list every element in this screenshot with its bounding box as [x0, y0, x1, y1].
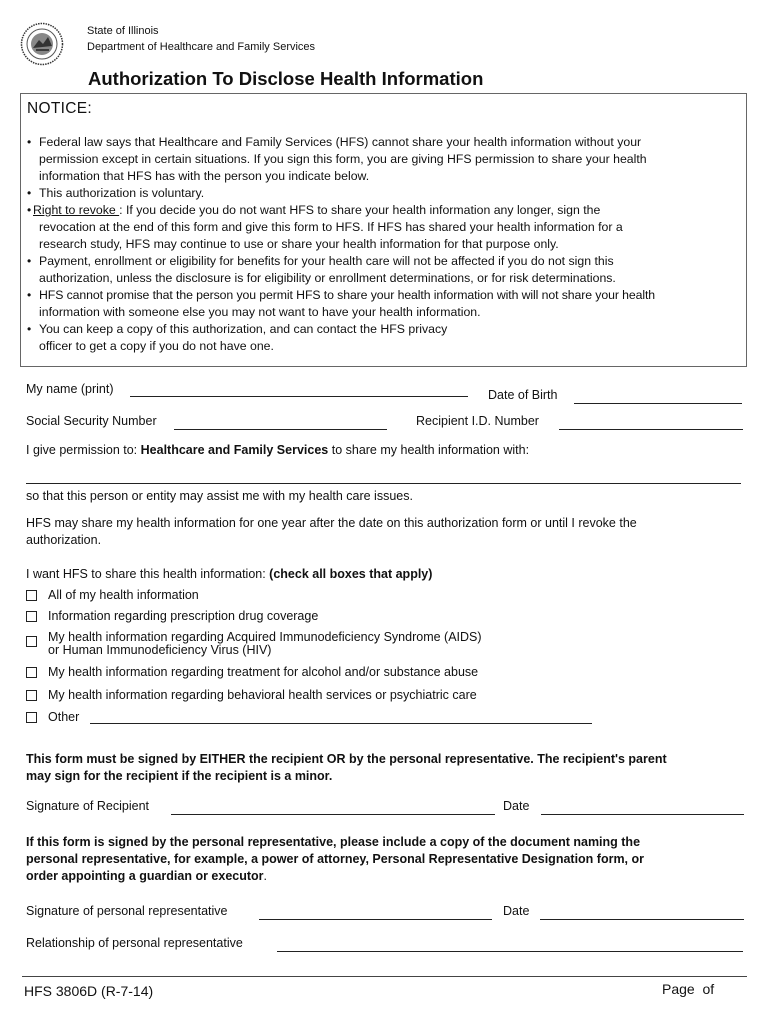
sig-rep-input[interactable]: [259, 919, 492, 920]
rep-note-3: [26, 869, 267, 883]
share-with-input[interactable]: [26, 483, 741, 484]
bullet: •: [27, 135, 32, 149]
notice-line: HFS cannot promise that the person you permit HFS to share your health information with will not share your health: [39, 288, 656, 302]
bullet: •: [27, 322, 32, 336]
ssn-label: Social Security Number: [26, 414, 157, 428]
date-label: Date: [503, 799, 530, 813]
permission-prefix: I give permission to:: [26, 443, 141, 457]
sig-recipient-label: Signature of Recipient: [26, 799, 149, 813]
page-title: Authorization To Disclose Health Information: [88, 68, 484, 89]
notice-line: permission except in certain situations. If you sign this form, you are giving HFS permission to share your health: [39, 152, 647, 166]
duration-text-1: HFS may share my health information for one year after the date on this authorization form or until I revoke the: [26, 516, 637, 530]
notice-line-text: : If you decide you do not want HFS to share your health information any longer, sign the: [119, 203, 601, 217]
option-substance: My health information regarding treatment for alcohol and/or substance abuse: [48, 665, 479, 679]
assist-text: so that this person or entity may assist me with my health care issues.: [26, 489, 413, 503]
name-label: My name (print): [26, 382, 114, 396]
checkbox-other[interactable]: [26, 712, 37, 723]
notice-line: You can keep a copy of this authorization, and can contact the HFS privacy: [39, 322, 448, 336]
dob-input[interactable]: [574, 403, 742, 404]
checkbox-all-info[interactable]: [26, 590, 37, 601]
department-name: Department of Healthcare and Family Services: [87, 41, 316, 53]
signing-rule-1: This form must be signed by EITHER the recipient OR by the personal representative. The recipient's parent: [26, 752, 667, 766]
notice-heading: NOTICE:: [27, 100, 92, 117]
notice-line: This authorization is voluntary.: [39, 186, 205, 200]
notice-line: [33, 203, 600, 217]
notice-line: authorization, unless the disclosure is for eligibility or enrollment determinations, or for risk determinations.: [39, 271, 616, 285]
bullet: •: [27, 186, 32, 200]
bullet: •: [27, 254, 32, 268]
checkbox-substance[interactable]: [26, 667, 37, 678]
option-behavioral: My health information regarding behavioral health services or psychiatric care: [48, 688, 477, 702]
option-hiv: or Human Immunodeficiency Virus (HIV): [48, 643, 272, 657]
dob-label: Date of Birth: [488, 388, 558, 402]
notice-line: Payment, enrollment or eligibility for benefits for your health care will not be affected if you do not sign this: [39, 254, 614, 268]
permission-suffix: to share my health information with:: [328, 443, 530, 457]
notice-line: revocation at the end of this form and give this form to HFS. If HFS has shared your health information for a: [39, 220, 623, 234]
agency-name: Healthcare and Family Services: [140, 443, 329, 457]
notice-line: officer to get a copy if you do not have one.: [39, 339, 274, 353]
rep-note-2: personal representative, for example, a power of attorney, Personal Representative Designation form, or: [26, 852, 645, 866]
rep-note-1: If this form is signed by the personal representative, please include a copy of the document naming the: [26, 835, 641, 849]
sig-rep-date-input[interactable]: [540, 919, 744, 920]
option-all-info: All of my health information: [48, 588, 199, 602]
form-id: HFS 3806D (R-7-14): [24, 983, 154, 999]
right-to-revoke-label: Right to revoke: [33, 203, 120, 217]
option-aids: My health information regarding Acquired Immunodeficiency Syndrome (AIDS): [48, 630, 482, 644]
state-name: State of Illinois: [87, 25, 159, 37]
ssn-input[interactable]: [174, 429, 387, 430]
bullet: •: [27, 288, 32, 302]
recipient-id-input[interactable]: [559, 429, 743, 430]
relationship-input[interactable]: [277, 951, 743, 952]
share-intro: [26, 567, 432, 581]
footer-divider: [22, 976, 747, 977]
notice-line: Federal law says that Healthcare and Family Services (HFS) cannot share your health information without your: [39, 135, 642, 149]
rep-note-period: .: [263, 869, 268, 883]
sig-rep-label: Signature of personal representative: [26, 904, 228, 918]
notice-line: information that HFS has with the person you indicate below.: [39, 169, 370, 183]
notice-box: [20, 93, 747, 367]
bullet: •: [27, 203, 32, 217]
state-seal-icon: [20, 22, 64, 66]
option-prescription: Information regarding prescription drug coverage: [48, 609, 319, 623]
sig-recipient-input[interactable]: [171, 814, 495, 815]
share-intro-bold: (check all boxes that apply): [269, 567, 433, 581]
option-other: Other: [48, 710, 80, 724]
signing-rule-2: may sign for the recipient if the recipient is a minor.: [26, 769, 333, 783]
page-number: Page of: [662, 981, 715, 997]
sig-recipient-date-input[interactable]: [541, 814, 744, 815]
other-input[interactable]: [90, 723, 592, 724]
duration-text-2: authorization.: [26, 533, 102, 547]
recipient-id-label: Recipient I.D. Number: [416, 414, 539, 428]
name-input[interactable]: [130, 396, 468, 397]
rep-note-3-bold: order appointing a guardian or executor: [26, 869, 264, 883]
permission-statement: [26, 443, 529, 457]
share-intro-text: I want HFS to share this health information:: [26, 567, 270, 581]
checkbox-prescription[interactable]: [26, 611, 37, 622]
notice-line: research study, HFS may continue to use or share your health information for that purpose only.: [39, 237, 559, 251]
notice-line: information with someone else you may not want to have your health information.: [39, 305, 481, 319]
checkbox-aids-hiv[interactable]: [26, 636, 37, 647]
checkbox-behavioral[interactable]: [26, 690, 37, 701]
date-label: Date: [503, 904, 530, 918]
relationship-label: Relationship of personal representative: [26, 936, 243, 950]
